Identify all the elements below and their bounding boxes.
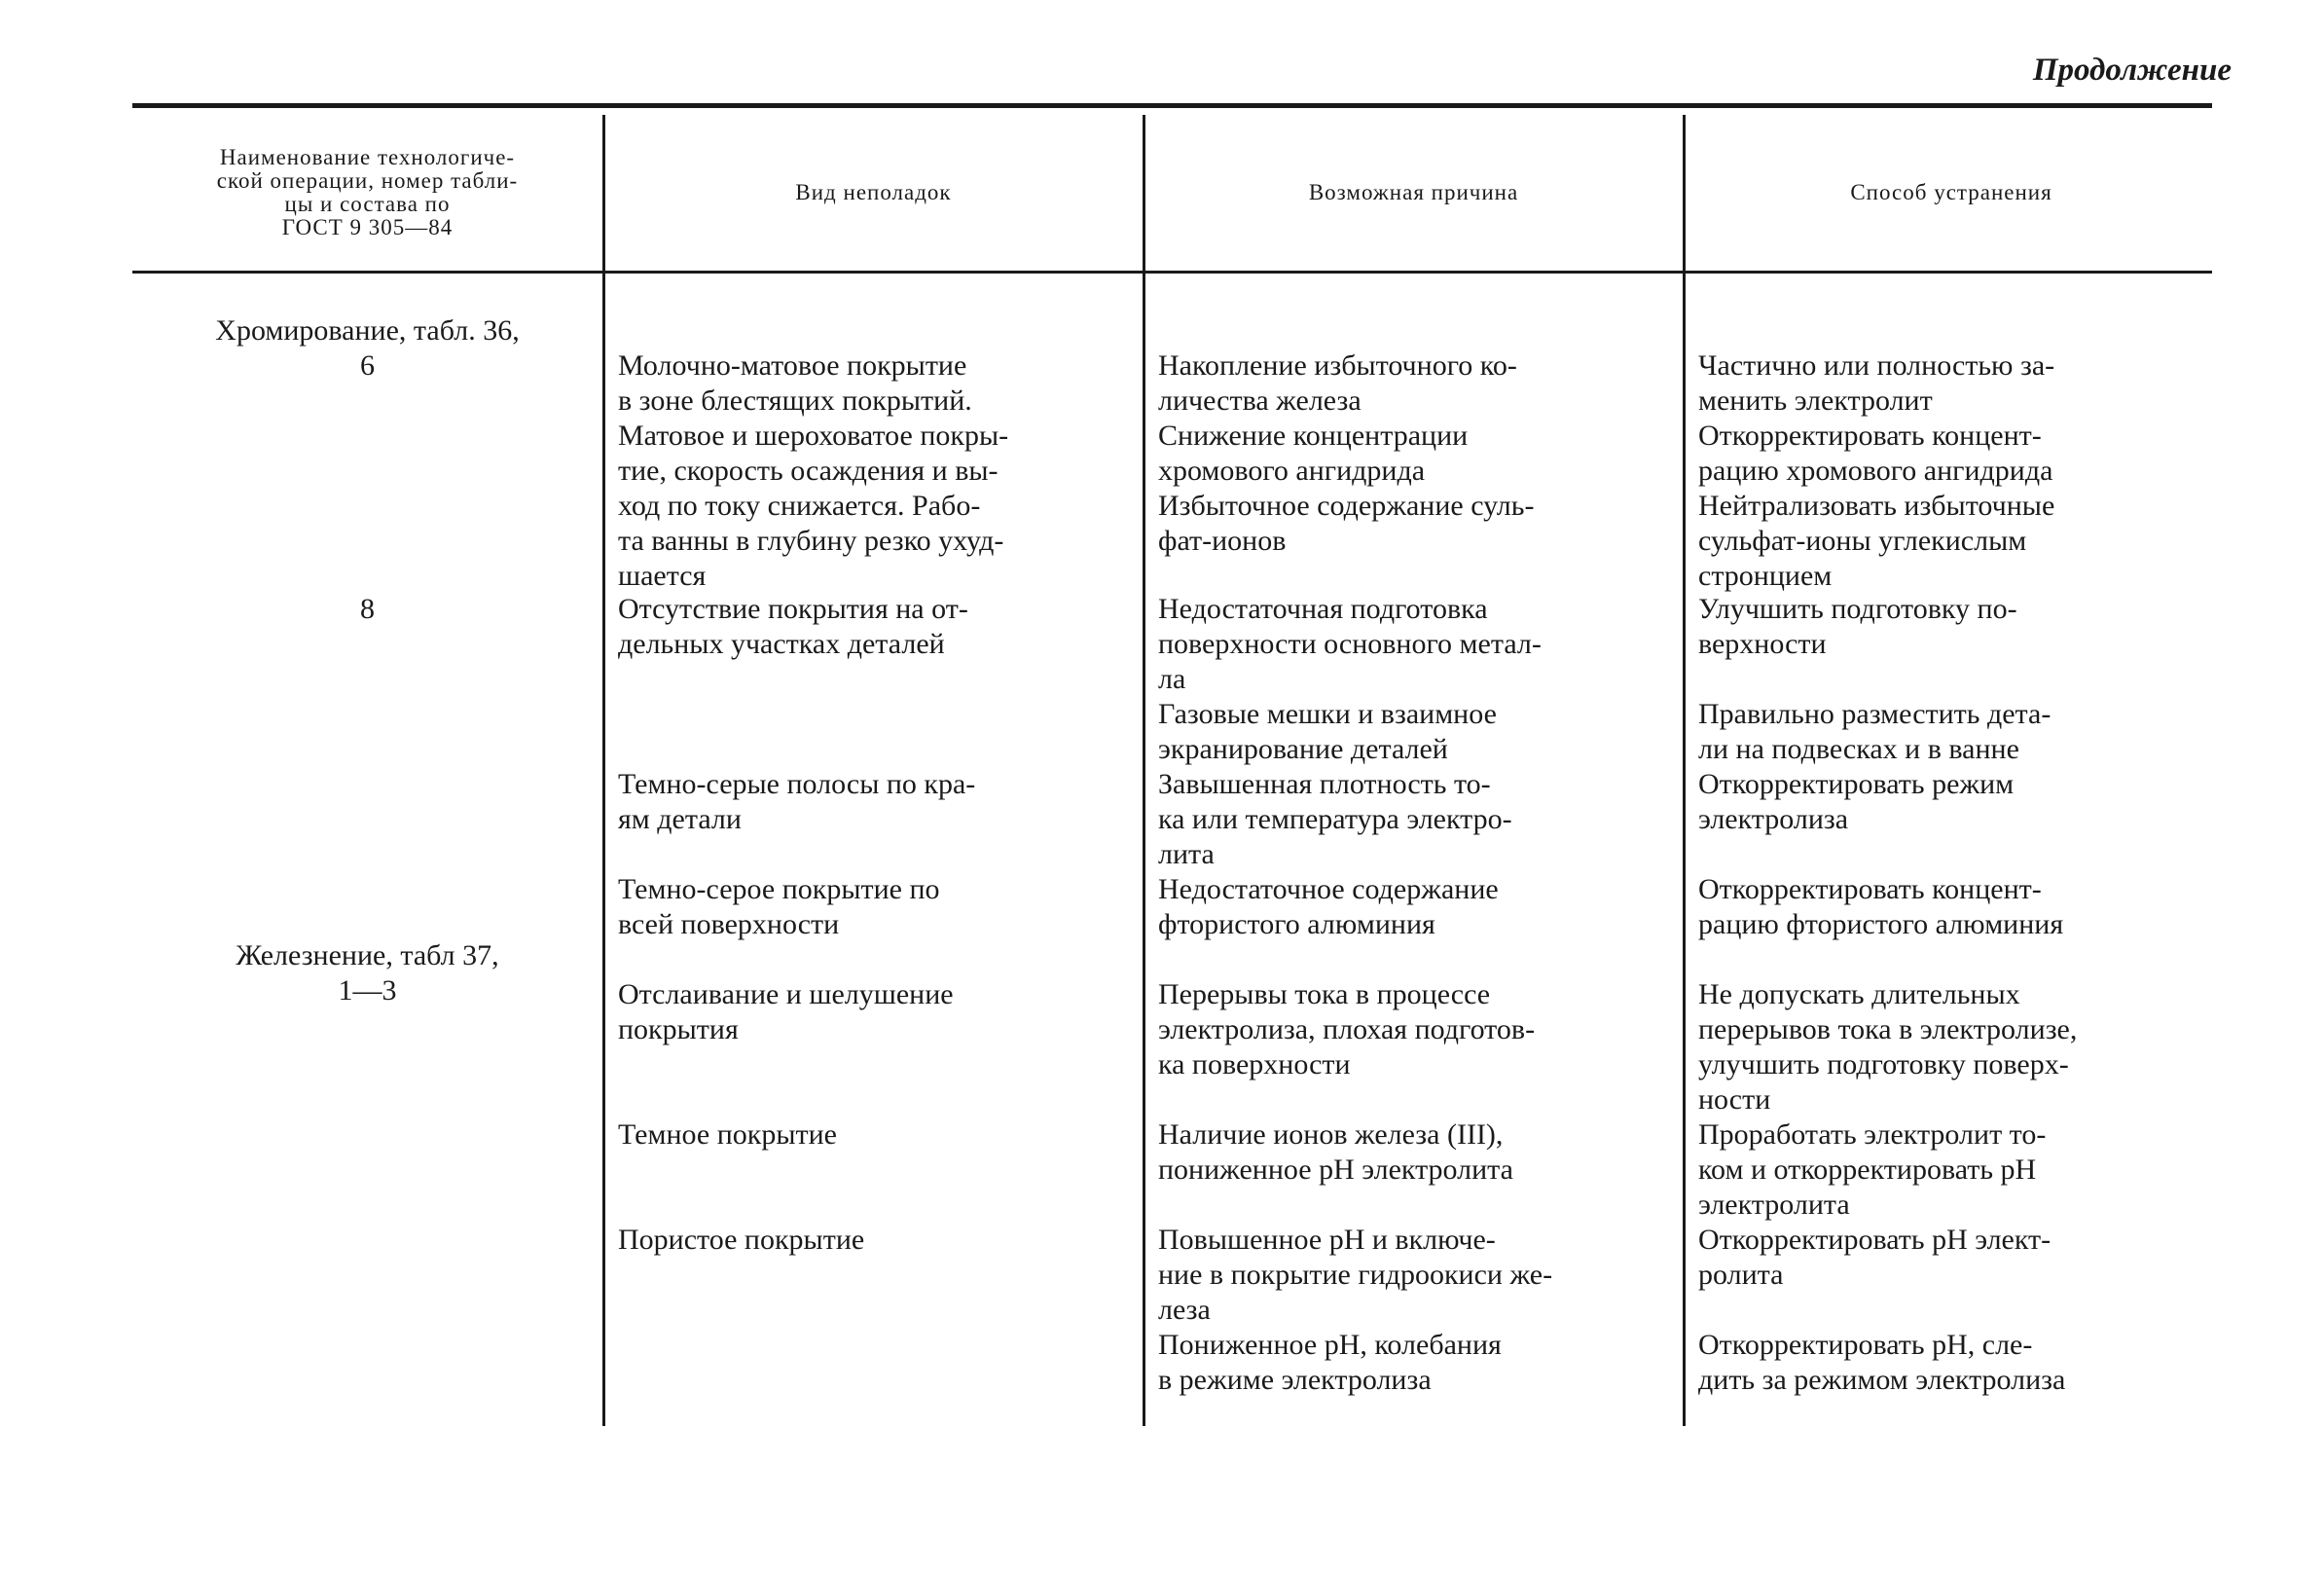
column-divider-1 [602,115,605,1426]
column-divider-3 [1683,115,1686,1426]
cause-row-3: Завышенная плотность то- ка или температура электро- лита [1158,768,1512,870]
operation-chrome-composition-8: 8 [360,593,375,625]
fix-row-4: Откорректировать концент- рацию фтористого алюминия [1698,873,2064,940]
continuation-label: Продолжение [2032,53,2232,88]
defect-row-3: Темно-серые полосы по кра- ям детали [618,768,976,835]
header-remedy: Способ устранения [1850,180,2052,204]
fix-row-7-b: Откорректировать pH, сле- дить за режимом электролиза [1698,1329,2066,1396]
fix-row-2-b: Правильно разместить дета- ли на подвесках и в ванне [1698,698,2052,765]
cause-row-7-a: Повышенное pH и включе- ние в покрытие гидроокиси же- леза [1158,1224,1553,1326]
fix-row-1-b: Откорректировать концент- рацию хромового ангидрида [1698,420,2053,487]
defect-row-7: Пористое покрытие [618,1224,865,1256]
cause-row-2-a: Недостаточная подготовка поверхности основного метал- ла [1158,593,1542,695]
cause-row-6: Наличие ионов железа (III), пониженное pH электролита [1158,1118,1513,1186]
fix-row-2-a: Улучшить подготовку по- верхности [1698,593,2017,660]
table-top-rule [132,103,2212,108]
fix-row-3: Откорректировать режим электролиза [1698,768,2015,835]
fix-row-1-a: Частично или полностью за- менить электролит [1698,349,2055,417]
header-bottom-rule [132,271,2212,274]
cause-row-4: Недостаточное содержание фтористого алюминия [1158,873,1499,940]
fix-row-5: Не допускать длительных перерывов тока в электролизе, улучшить подготовку поверх- ности [1698,978,2078,1116]
fix-row-7-a: Откорректировать pH элект- ролита [1698,1224,2052,1291]
operation-chrome: Хромирование, табл. 36, 6 [215,314,520,382]
column-divider-2 [1143,115,1145,1426]
cause-row-1-a: Накопление избыточного ко- личества железа [1158,349,1517,417]
cause-row-5: Перерывы тока в процессе электролиза, плохая подготов- ка поверхности [1158,978,1536,1080]
header-possible-cause: Возможная причина [1308,180,1519,204]
fix-row-6: Проработать электролит то- ком и откорректировать pH электролита [1698,1118,2047,1221]
defect-row-5: Отслаивание и шелушение покрытия [618,978,954,1045]
cause-row-1-c: Избыточное содержание суль- фат-ионов [1158,490,1535,557]
fix-row-1-c: Нейтрализовать избыточные сульфат-ионы углекислым стронцием [1698,490,2055,592]
header-defect-type: Вид неполадок [795,180,952,204]
header-operation: Наименование технологиче- ской операции, номер табли- цы и состава по ГОСТ 9 305—84 [216,145,519,239]
cause-row-1-b: Снижение концентрации хромового ангидрида [1158,420,1469,487]
cause-row-2-b: Газовые мешки и взаимное экранирование деталей [1158,698,1497,765]
defect-row-6: Темное покрытие [618,1118,837,1151]
operation-iron: Железнение, табл 37, 1—3 [236,939,499,1007]
defect-row-1: Молочно-матовое покрытие в зоне блестящих покрытий. Матовое и шероховатое покры- тие, скорость осаждения и вы- ход по току снижается. Рабо- та ванны в глубину резко ухуд- шается [618,349,1009,592]
defect-row-2: Отсутствие покрытия на от- дельных участках деталей [618,593,968,660]
defect-row-4: Темно-серое покрытие по всей поверхности [618,873,940,940]
cause-row-7-b: Пониженное pH, колебания в режиме электролиза [1158,1329,1502,1396]
